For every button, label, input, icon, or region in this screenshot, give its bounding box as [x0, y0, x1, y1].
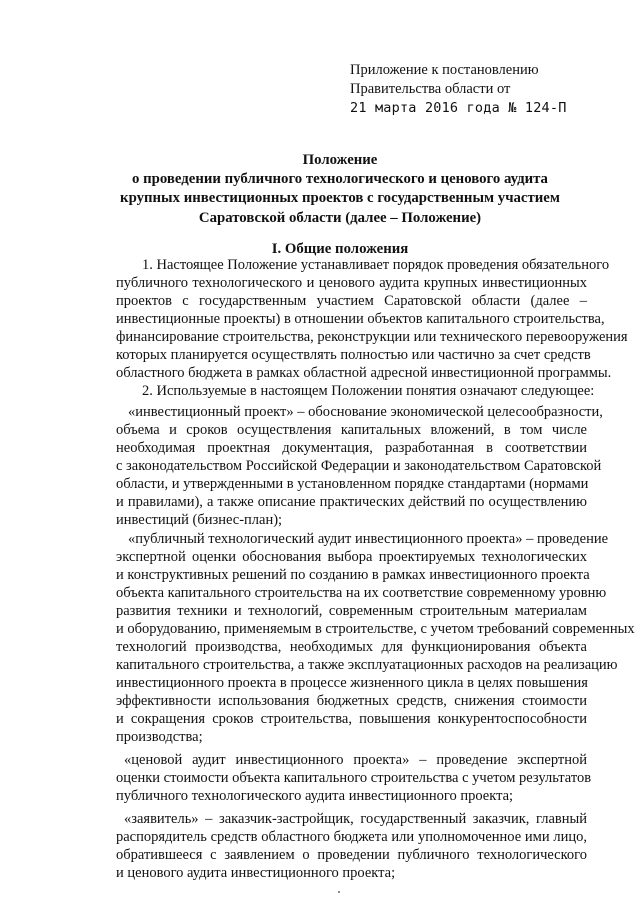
body-line: капитального строительства, а также эксплуатационных расходов на реализацию [116, 657, 618, 673]
scan-dot [338, 891, 340, 893]
title-line-2: о проведении публичного технологического и ценового аудита [132, 171, 548, 188]
body-line: областного бюджета в рамках областной адресной инвестиционной программы. [116, 365, 612, 381]
document-title [100, 151, 580, 228]
body-line: и сокращения сроков строительства, повышения конкурентоспособности [116, 711, 587, 727]
body-line: «инвестиционный проект» – обоснование экономической целесообразности, [128, 404, 603, 420]
body-line: необходимая проектная документация, разработанная в соответствии [116, 440, 587, 456]
body-line: которых планируется осуществлять полностью или частично за счет средств [116, 347, 591, 363]
title-line-4: Саратовской области (далее – Положение) [198, 209, 482, 226]
body-line: производства; [116, 729, 203, 745]
title-line-3: крупных инвестиционных проектов с государственным участием [120, 190, 560, 207]
appendix-line-1: Приложение к постановлению [350, 62, 539, 78]
appendix-date-line: 21 марта 2016 года № 124-П [350, 100, 567, 116]
appendix-line-2: Правительства области от [350, 81, 511, 97]
body-line: и правилами), а также описание практических действий по осуществлению [116, 494, 587, 510]
body-line: проектов с государственным участием Саратовской области (далее – [116, 293, 587, 309]
body-line: инвестиционные проекты) в отношении объектов капитального строительства, [116, 311, 605, 327]
appendix-note [350, 61, 567, 118]
body-line: объема и сроков осуществления капитальных вложений, в том числе [116, 422, 587, 438]
body-line: публичного технологического и ценового аудита крупных инвестиционных [116, 275, 587, 291]
body-line: публичного технологического аудита инвестиционного проекта; [116, 788, 514, 804]
body-line: и оборудованию, применяемым в строительстве, с учетом требований современных [116, 621, 635, 637]
body-line: технологий производства, необходимых для функционирования объекта [116, 639, 587, 655]
title-line-1: Положение [302, 152, 378, 168]
body-line: развития техники и технологий, современным строительным материалам [116, 603, 587, 619]
body-line: «публичный технологический аудит инвестиционного проекта» – проведение [128, 531, 609, 547]
body-line: и конструктивных решений по созданию в рамках инвестиционного проекта [116, 567, 590, 583]
body-line: «ценовой аудит инвестиционного проекта» – проведение экспертной [124, 752, 587, 768]
body-line: с законодательством Российской Федерации и законодательством Саратовской [116, 458, 602, 474]
body-line: инвестиций (бизнес-план); [116, 512, 283, 528]
body-line: экспертной оценки обоснования выбора проектируемых технологических [116, 549, 587, 565]
body-line: области, и утвержденными в установленном порядке стандартами (нормами [116, 476, 589, 492]
body-line: и ценового аудита инвестиционного проекта; [116, 865, 396, 881]
body-line: эффективности использования бюджетных средств, снижения стоимости [116, 693, 587, 709]
body-line: финансирование строительства, реконструкции или технического перевооружения [116, 329, 628, 345]
body-line: объекта капитального строительства на их соответствие современному уровню [116, 585, 607, 601]
body-line: 2. Используемые в настоящем Положении понятия означают следующее: [142, 383, 595, 399]
body-line: инвестиционного проекта в процессе жизненного цикла в целях повышения [116, 675, 588, 691]
body-line: 1. Настоящее Положение устанавливает порядок проведения обязательного [142, 257, 610, 273]
body-line: распорядитель средств областного бюджета или уполномоченное ими лицо, [116, 829, 587, 845]
section-heading: I. Общие положения [271, 241, 409, 257]
body-line: «заявитель» – заказчик-застройщик, государственный заказчик, главный [124, 811, 587, 827]
body-line: оценки стоимости объекта капитального строительства с учетом результатов [116, 770, 592, 786]
body-line: обратившееся с заявлением о проведении публичного технологического [116, 847, 587, 863]
